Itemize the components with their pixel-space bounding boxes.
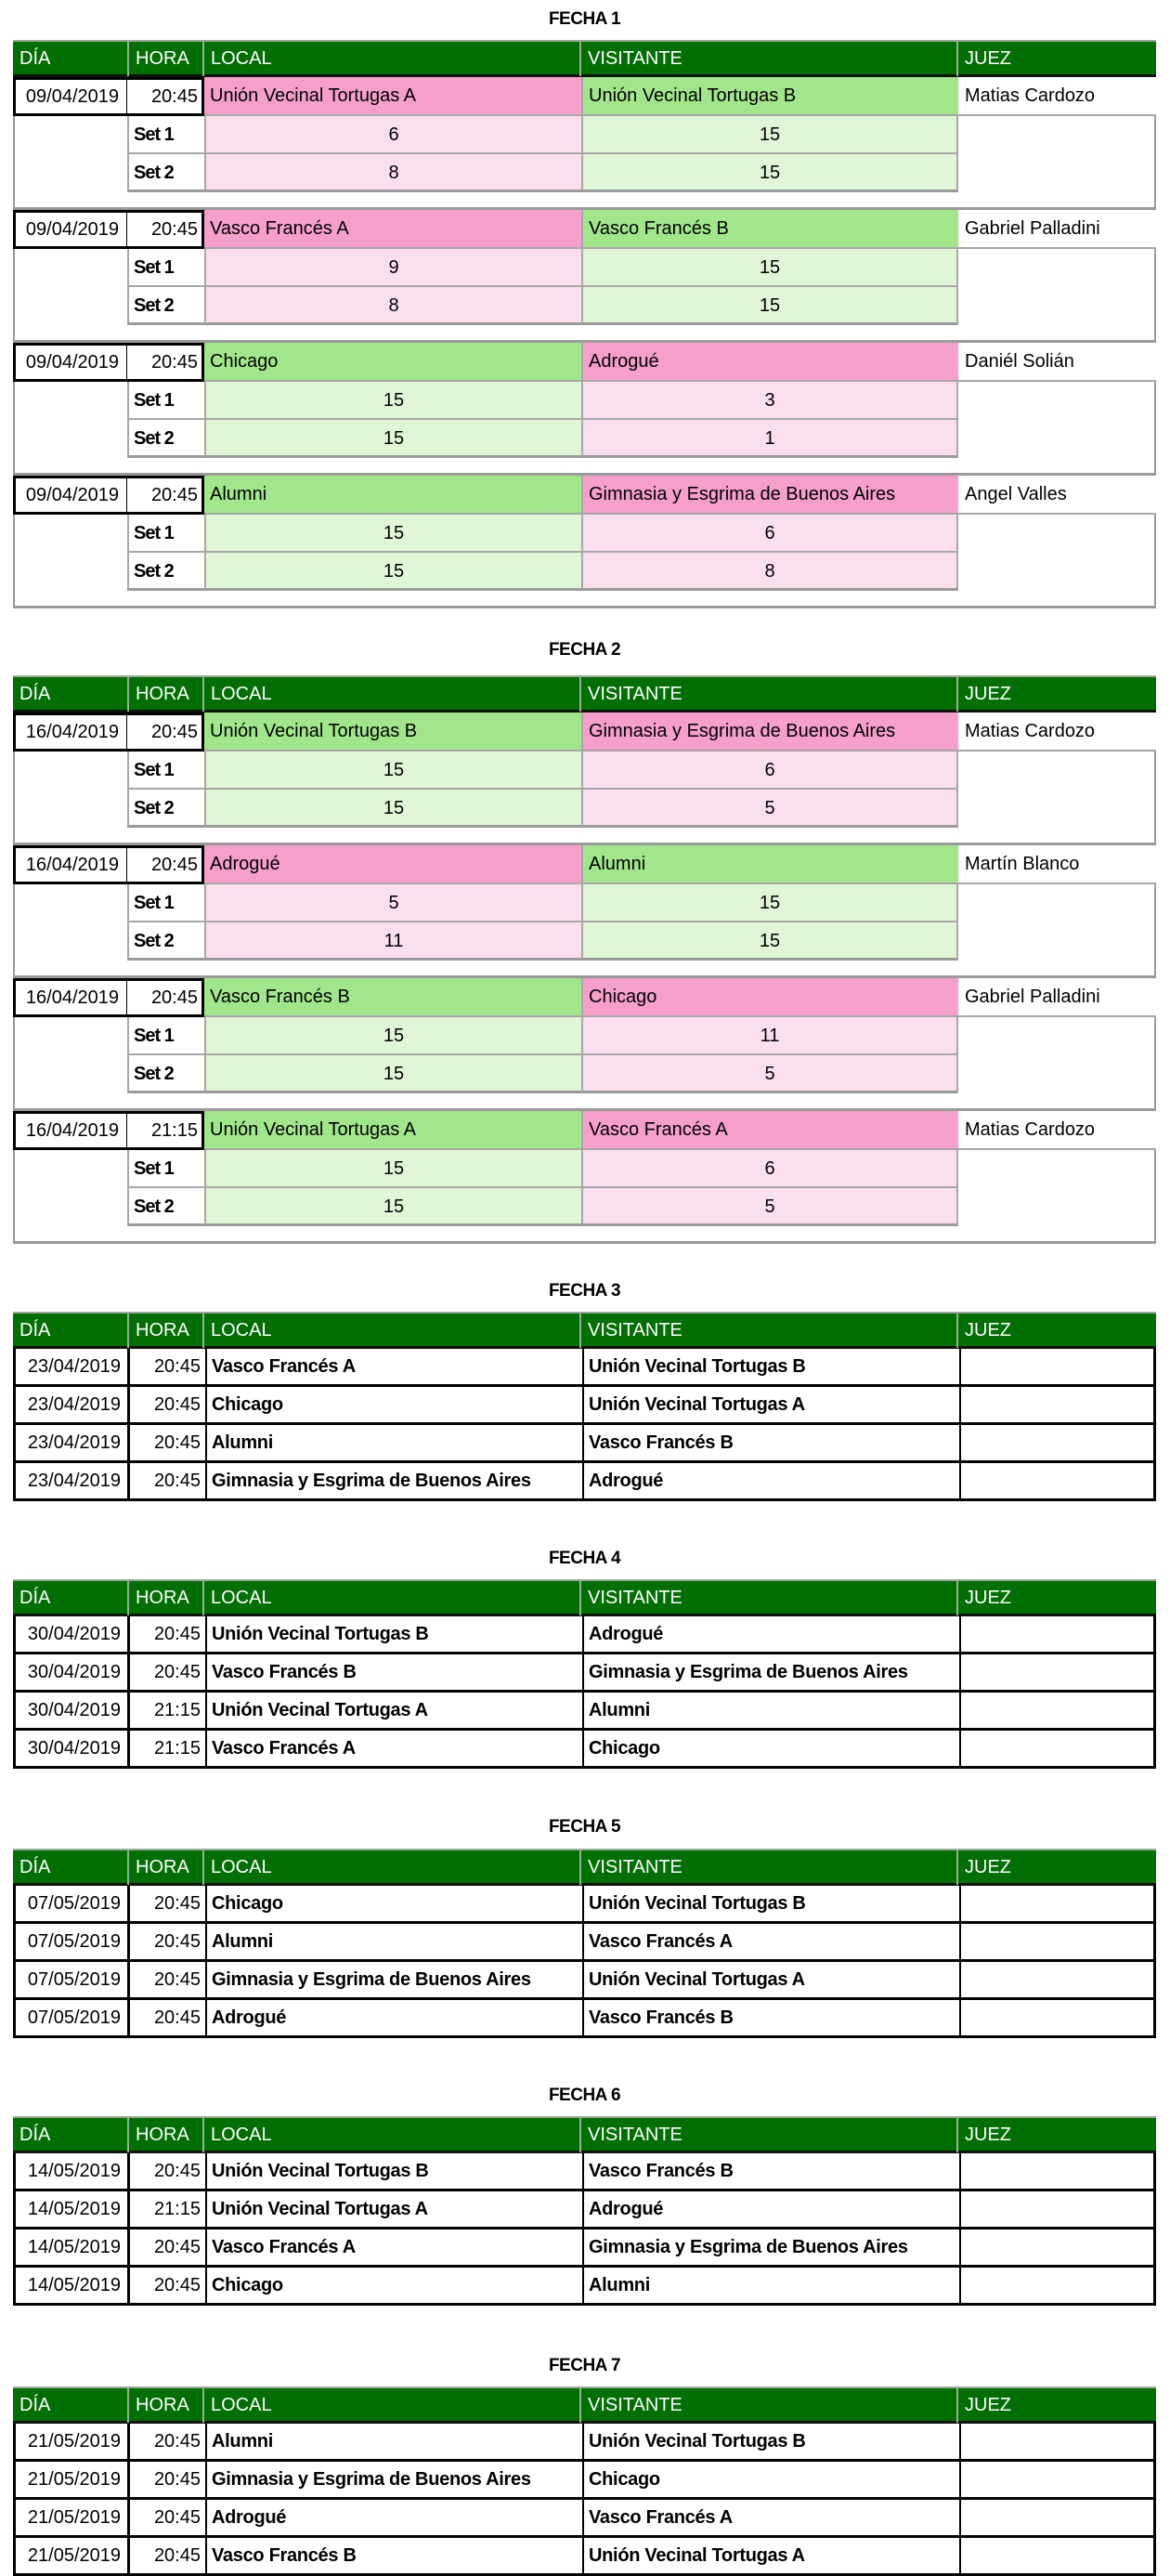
match-date: 09/04/2019 — [13, 343, 129, 382]
match-date: 16/04/2019 — [13, 845, 129, 884]
home-team: Gimnasia y Esgrima de Buenos Aires — [205, 1962, 582, 1997]
referee — [959, 2538, 1153, 2573]
column-header-local: LOCAL — [202, 2118, 579, 2152]
match-date: 30/04/2019 — [27, 1624, 121, 1644]
column-header-juez: JUEZ — [956, 1850, 1156, 1885]
away-set-score: 15 — [581, 922, 958, 961]
match-date: 14/05/2019 — [27, 2237, 121, 2257]
table-row — [13, 1616, 1156, 1654]
match-time: 20:45 — [127, 2462, 205, 2497]
away-team: Unión Vecinal Tortugas B — [582, 1349, 959, 1384]
table-row — [13, 2538, 1156, 2576]
away-team: Chicago — [582, 2462, 959, 2497]
column-header-local: LOCAL — [202, 1314, 579, 1348]
away-set-score: 5 — [581, 790, 958, 828]
referee: Daniél Solián — [958, 343, 1156, 382]
match-date: 16/04/2019 — [13, 978, 129, 1017]
home-set-score: 15 — [204, 553, 581, 591]
home-team: Vasco Francés B — [204, 978, 581, 1017]
away-set-score: 11 — [581, 1017, 958, 1055]
set-label: Set 2 — [127, 154, 204, 192]
home-set-score: 15 — [204, 1055, 581, 1093]
match-group — [15, 77, 1154, 207]
column-header-visitante: VISITANTE — [579, 677, 956, 712]
column-header-local: LOCAL — [202, 42, 579, 76]
away-team: Alumni — [582, 2268, 959, 2303]
fecha-title: FECHA 6 — [548, 2086, 621, 2105]
column-header-hora: HORA — [127, 677, 202, 712]
home-team: Chicago — [205, 2268, 582, 2303]
referee — [959, 1731, 1153, 1766]
table-header — [13, 40, 1156, 77]
home-team: Unión Vecinal Tortugas A — [204, 77, 581, 116]
results-table — [13, 713, 1156, 1244]
match-date: 14/05/2019 — [27, 2275, 121, 2295]
match-date: 23/04/2019 — [27, 1394, 121, 1415]
away-team: Gimnasia y Esgrima de Buenos Aires — [582, 1654, 959, 1690]
match-date: 09/04/2019 — [13, 476, 129, 515]
away-team: Adrogué — [582, 1463, 959, 1498]
referee — [959, 2000, 1153, 2035]
table-row — [13, 1387, 1156, 1425]
match-time: 20:45 — [127, 2500, 205, 2535]
match-date: 21/05/2019 — [27, 2469, 121, 2490]
match-date: 23/04/2019 — [27, 1356, 121, 1377]
referee — [959, 1962, 1153, 1997]
fecha-title: FECHA 3 — [548, 1281, 621, 1301]
away-set-score: 15 — [581, 884, 958, 922]
set-label: Set 1 — [127, 116, 204, 154]
referee — [959, 1349, 1153, 1384]
away-team: Unión Vecinal Tortugas B — [582, 2424, 959, 2459]
column-header-dia: DÍA — [20, 2395, 51, 2415]
away-set-score: 15 — [581, 287, 958, 325]
match-group — [15, 473, 1154, 606]
referee — [959, 1693, 1153, 1728]
table-row — [13, 1924, 1156, 1962]
home-team: Chicago — [204, 343, 581, 382]
referee — [959, 1387, 1153, 1422]
match-time: 20:45 — [127, 978, 204, 1017]
referee — [959, 1886, 1153, 1921]
match-time: 21:15 — [127, 1693, 205, 1728]
fixture-table — [13, 1349, 1156, 1501]
set-label: Set 1 — [127, 249, 204, 287]
column-header-local: LOCAL — [202, 677, 579, 712]
fecha-title: FECHA 7 — [548, 2356, 621, 2375]
table-row — [13, 1693, 1156, 1731]
match-group — [15, 713, 1154, 843]
home-team: Alumni — [205, 1924, 582, 1959]
fecha-title: FECHA 4 — [548, 1549, 621, 1568]
home-team: Adrogué — [205, 2000, 582, 2035]
match-time: 20:45 — [127, 1616, 205, 1652]
table-row — [13, 2153, 1156, 2191]
home-team: Chicago — [205, 1387, 582, 1422]
away-team: Vasco Francés A — [582, 1924, 959, 1959]
home-set-score: 15 — [204, 1188, 581, 1226]
match-time: 20:45 — [127, 1387, 205, 1422]
home-team: Unión Vecinal Tortugas B — [205, 1616, 582, 1652]
match-time: 20:45 — [127, 1924, 205, 1959]
set-label: Set 1 — [127, 1017, 204, 1055]
match-group — [15, 1108, 1154, 1241]
match-group — [15, 340, 1154, 473]
match-time: 20:45 — [127, 1425, 205, 1460]
column-header-local: LOCAL — [202, 1850, 579, 1885]
away-team: Alumni — [581, 845, 958, 884]
column-header-juez: JUEZ — [956, 677, 1156, 712]
column-header-juez: JUEZ — [956, 1581, 1156, 1615]
fixture-table — [13, 1886, 1156, 2038]
column-header-hora: HORA — [127, 2118, 202, 2152]
column-header-dia: DÍA — [20, 1857, 51, 1877]
away-team: Vasco Francés B — [582, 2153, 959, 2189]
match-time: 20:45 — [127, 1886, 205, 1921]
column-header-hora: HORA — [127, 1314, 202, 1348]
home-team: Vasco Francés A — [205, 2229, 582, 2265]
match-time: 20:45 — [127, 2268, 205, 2303]
referee — [959, 1616, 1153, 1652]
table-row — [13, 1962, 1156, 2000]
table-row — [13, 2462, 1156, 2500]
home-team: Chicago — [205, 1886, 582, 1921]
column-header-dia: DÍA — [20, 1588, 51, 1608]
column-header-dia: DÍA — [20, 684, 51, 704]
match-time: 20:45 — [127, 2538, 205, 2573]
home-team: Alumni — [205, 1425, 582, 1460]
referee — [959, 2500, 1153, 2535]
column-header-visitante: VISITANTE — [579, 42, 956, 76]
table-row — [13, 1654, 1156, 1693]
set-label: Set 2 — [127, 1055, 204, 1093]
fecha-title: FECHA 2 — [548, 640, 621, 660]
match-time: 20:45 — [127, 343, 204, 382]
fixture-table — [13, 2153, 1156, 2306]
column-header-visitante: VISITANTE — [579, 2118, 956, 2152]
column-header-dia: DÍA — [20, 48, 51, 69]
column-header-visitante: VISITANTE — [579, 1314, 956, 1348]
table-header — [13, 2116, 1156, 2153]
results-table — [13, 77, 1156, 608]
column-header-local: LOCAL — [202, 2388, 579, 2423]
home-set-score: 9 — [204, 249, 581, 287]
table-row — [13, 2500, 1156, 2538]
referee: Angel Valles — [958, 476, 1156, 515]
match-time: 21:15 — [127, 2191, 205, 2227]
home-set-score: 15 — [204, 382, 581, 420]
match-date: 30/04/2019 — [27, 1738, 121, 1759]
match-time: 20:45 — [127, 2424, 205, 2459]
referee — [959, 1425, 1153, 1460]
set-label: Set 1 — [127, 752, 204, 790]
referee — [959, 2268, 1153, 2303]
table-row — [13, 1463, 1156, 1501]
home-team: Vasco Francés A — [204, 210, 581, 249]
column-header-dia: DÍA — [20, 1320, 51, 1340]
referee — [959, 1924, 1153, 1959]
match-time: 20:45 — [127, 1463, 205, 1498]
home-team: Unión Vecinal Tortugas B — [205, 2153, 582, 2189]
home-team: Vasco Francés A — [205, 1349, 582, 1384]
away-team: Unión Vecinal Tortugas A — [582, 1387, 959, 1422]
match-time: 20:45 — [127, 1654, 205, 1690]
table-header — [13, 1579, 1156, 1616]
column-header-juez: JUEZ — [956, 2388, 1156, 2423]
match-date: 09/04/2019 — [13, 210, 129, 249]
table-header — [13, 1849, 1156, 1886]
match-date: 07/05/2019 — [27, 2007, 121, 2028]
table-header — [13, 1312, 1156, 1349]
match-date: 23/04/2019 — [27, 1432, 121, 1453]
column-header-hora: HORA — [127, 42, 202, 76]
away-team: Unión Vecinal Tortugas A — [582, 2538, 959, 2573]
column-header-hora: HORA — [127, 2388, 202, 2423]
column-header-hora: HORA — [127, 1581, 202, 1615]
home-team: Unión Vecinal Tortugas A — [205, 1693, 582, 1728]
match-date: 30/04/2019 — [27, 1700, 121, 1720]
away-team: Adrogué — [582, 1616, 959, 1652]
away-team: Adrogué — [582, 2191, 959, 2227]
match-group — [15, 207, 1154, 340]
away-team: Chicago — [582, 1731, 959, 1766]
away-team: Gimnasia y Esgrima de Buenos Aires — [581, 476, 958, 515]
column-header-juez: JUEZ — [956, 42, 1156, 76]
away-set-score: 5 — [581, 1188, 958, 1226]
fixture-table — [13, 2424, 1156, 2576]
table-row — [13, 2000, 1156, 2038]
referee — [959, 1463, 1153, 1498]
set-label: Set 1 — [127, 382, 204, 420]
home-team: Unión Vecinal Tortugas A — [204, 1111, 581, 1150]
column-header-hora: HORA — [127, 1850, 202, 1885]
away-set-score: 5 — [581, 1055, 958, 1093]
away-team: Vasco Francés A — [582, 2500, 959, 2535]
away-team: Vasco Francés B — [582, 2000, 959, 2035]
home-team: Gimnasia y Esgrima de Buenos Aires — [205, 2462, 582, 2497]
set-label: Set 1 — [127, 1150, 204, 1188]
home-set-score: 15 — [204, 515, 581, 553]
referee: Matias Cardozo — [958, 713, 1156, 752]
home-set-score: 8 — [204, 287, 581, 325]
away-team: Vasco Francés A — [581, 1111, 958, 1150]
away-set-score: 15 — [581, 154, 958, 192]
referee: Gabriel Palladini — [958, 210, 1156, 249]
match-time: 20:45 — [127, 845, 204, 884]
set-label: Set 2 — [127, 553, 204, 591]
match-time: 20:45 — [127, 2000, 205, 2035]
table-row — [13, 2424, 1156, 2462]
set-label: Set 1 — [127, 515, 204, 553]
match-time: 21:15 — [127, 1731, 205, 1766]
referee: Martín Blanco — [958, 845, 1156, 884]
column-header-visitante: VISITANTE — [579, 1581, 956, 1615]
away-team: Unión Vecinal Tortugas B — [582, 1886, 959, 1921]
away-team: Vasco Francés B — [581, 210, 958, 249]
away-team: Alumni — [582, 1693, 959, 1728]
away-team: Gimnasia y Esgrima de Buenos Aires — [581, 713, 958, 752]
away-team: Unión Vecinal Tortugas A — [582, 1962, 959, 1997]
table-row — [13, 1349, 1156, 1387]
set-label: Set 2 — [127, 287, 204, 325]
fecha-title: FECHA 1 — [548, 9, 621, 29]
table-header — [13, 2386, 1156, 2424]
referee: Matias Cardozo — [958, 1111, 1156, 1150]
away-team: Gimnasia y Esgrima de Buenos Aires — [582, 2229, 959, 2265]
referee — [959, 2424, 1153, 2459]
away-team: Unión Vecinal Tortugas B — [581, 77, 958, 116]
table-row — [13, 2268, 1156, 2306]
away-team: Vasco Francés B — [582, 1425, 959, 1460]
home-team: Gimnasia y Esgrima de Buenos Aires — [205, 1463, 582, 1498]
home-team: Unión Vecinal Tortugas A — [205, 2191, 582, 2227]
away-set-score: 15 — [581, 249, 958, 287]
away-set-score: 6 — [581, 1150, 958, 1188]
home-team: Vasco Francés A — [205, 1731, 582, 1766]
referee — [959, 2462, 1153, 2497]
match-time: 20:45 — [127, 2229, 205, 2265]
match-date: 07/05/2019 — [27, 1969, 121, 1990]
column-header-visitante: VISITANTE — [579, 2388, 956, 2423]
away-set-score: 1 — [581, 420, 958, 458]
table-row — [13, 2191, 1156, 2229]
table-row — [13, 1886, 1156, 1924]
match-date: 21/05/2019 — [27, 2545, 121, 2566]
column-header-dia: DÍA — [20, 2125, 51, 2145]
home-set-score: 15 — [204, 420, 581, 458]
match-date: 16/04/2019 — [13, 1111, 129, 1150]
match-time: 21:15 — [127, 1111, 204, 1150]
match-time: 20:45 — [127, 1962, 205, 1997]
table-header — [13, 675, 1156, 713]
match-time: 20:45 — [127, 476, 204, 515]
match-date: 16/04/2019 — [13, 713, 129, 752]
home-team: Vasco Francés B — [205, 1654, 582, 1690]
column-header-visitante: VISITANTE — [579, 1850, 956, 1885]
match-date: 09/04/2019 — [13, 77, 129, 116]
referee: Gabriel Palladini — [958, 978, 1156, 1017]
home-set-score: 6 — [204, 116, 581, 154]
home-set-score: 11 — [204, 922, 581, 961]
away-set-score: 15 — [581, 116, 958, 154]
match-time: 20:45 — [127, 2153, 205, 2189]
away-set-score: 6 — [581, 515, 958, 553]
away-team: Chicago — [581, 978, 958, 1017]
set-label: Set 2 — [127, 420, 204, 458]
home-set-score: 15 — [204, 790, 581, 828]
column-header-local: LOCAL — [202, 1581, 579, 1615]
home-set-score: 15 — [204, 1150, 581, 1188]
home-team: Alumni — [205, 2424, 582, 2459]
home-team: Adrogué — [205, 2500, 582, 2535]
home-set-score: 8 — [204, 154, 581, 192]
match-date: 21/05/2019 — [27, 2431, 121, 2452]
fixture-table — [13, 1616, 1156, 1769]
away-set-score: 8 — [581, 553, 958, 591]
match-date: 07/05/2019 — [27, 1931, 121, 1952]
set-label: Set 1 — [127, 884, 204, 922]
match-time: 20:45 — [127, 210, 204, 249]
away-team: Adrogué — [581, 343, 958, 382]
referee — [959, 2153, 1153, 2189]
table-row — [13, 1731, 1156, 1769]
home-set-score: 15 — [204, 1017, 581, 1055]
referee — [959, 1654, 1153, 1690]
match-date: 14/05/2019 — [27, 2199, 121, 2219]
column-header-juez: JUEZ — [956, 2118, 1156, 2152]
match-time: 20:45 — [127, 77, 204, 116]
match-time: 20:45 — [127, 1349, 205, 1384]
referee — [959, 2229, 1153, 2265]
home-team: Adrogué — [204, 845, 581, 884]
set-label: Set 2 — [127, 922, 204, 961]
away-set-score: 3 — [581, 382, 958, 420]
table-row — [13, 2229, 1156, 2268]
match-date: 30/04/2019 — [27, 1662, 121, 1682]
match-date: 14/05/2019 — [27, 2161, 121, 2181]
match-date: 21/05/2019 — [27, 2507, 121, 2528]
home-set-score: 15 — [204, 752, 581, 790]
match-group — [15, 975, 1154, 1108]
referee — [959, 2191, 1153, 2227]
set-label: Set 2 — [127, 1188, 204, 1226]
fecha-title: FECHA 5 — [548, 1817, 621, 1837]
home-team: Alumni — [204, 476, 581, 515]
match-date: 07/05/2019 — [27, 1893, 121, 1914]
home-team: Unión Vecinal Tortugas B — [204, 713, 581, 752]
home-set-score: 5 — [204, 884, 581, 922]
match-time: 20:45 — [127, 713, 204, 752]
home-team: Vasco Francés B — [205, 2538, 582, 2573]
match-date: 23/04/2019 — [27, 1471, 121, 1491]
table-row — [13, 1425, 1156, 1463]
column-header-juez: JUEZ — [956, 1314, 1156, 1348]
set-label: Set 2 — [127, 790, 204, 828]
match-group — [15, 843, 1154, 975]
away-set-score: 6 — [581, 752, 958, 790]
referee: Matias Cardozo — [958, 77, 1156, 116]
